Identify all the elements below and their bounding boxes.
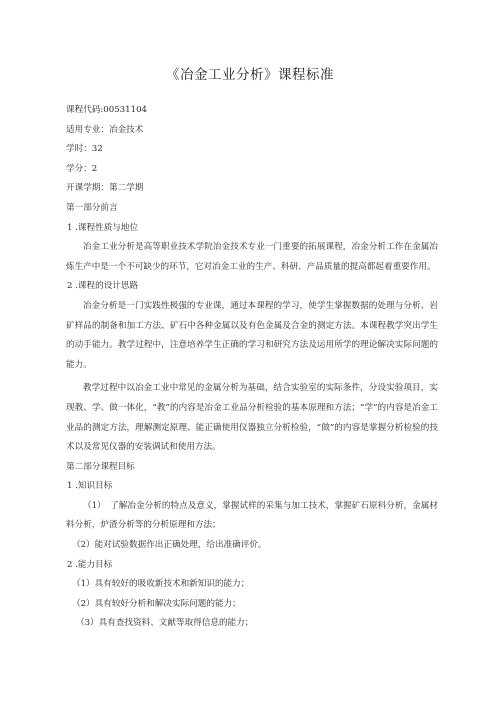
section-nature-heading: 1 .课程性质与地位	[67, 222, 139, 233]
section-design-heading: 2 .课程的设计思路	[67, 281, 139, 292]
section-nature-paragraph: 冶金工业分析是高等职业技术学院冶金技术专业一门重要的拓展课程，冶金分析工作在金属冶炼生产中是一个不可缺少的环节，它对冶金工业的生产、科研、产品质量的提高都起着重要作用。	[66, 242, 438, 272]
part2-heading: 第二部分课程目标	[66, 461, 135, 472]
ability-goal-2: （2）具有较好分析和解决实际问题的能力；	[72, 598, 241, 609]
meta-major: 适用专业：冶金技术	[66, 124, 144, 135]
document-body	[66, 101, 438, 634]
knowledge-goal-2: （2）能对试验数据作出正确处理，给出准确评价。	[72, 540, 267, 551]
ability-goals-heading: 2 .能力目标	[67, 559, 113, 570]
meta-hours: 学时：32	[66, 144, 103, 155]
section-design-paragraph-2: 教学过程中以冶金工业中常见的金属分析为基础，结合实验室的实际条件，分设实验项目，实现教、学、做一体化，“教”的内容是冶金工业品分析检验的基本原理和方法；“学”的内容是冶金工业品的测定方法，理解测定原理、能正确使用仪器独立分析检验，“做”的内容是掌握分析检验的技术以及常见仪器的安装调试和使用方法。	[66, 383, 438, 453]
meta-credits: 学分：2	[66, 163, 98, 174]
part1-heading: 第一部分前言	[66, 202, 118, 213]
document-title: 《冶金工业分析》课程标准	[166, 67, 334, 83]
section-design-paragraph-1: 冶金分析是一门实践性极强的专业课，通过本课程的学习，使学生掌握数据的处理与分析、岩矿样品的制备和加工方法、矿石中各种金属以及有色金属及合金的测定方法。本课程教学突出学生的动手能力。教学过程中，注意培养学生正确的学习和研究方法及运用所学的理论解决实际问题的能力。	[66, 300, 438, 370]
meta-course-code: 课程代码:00531104	[66, 105, 148, 115]
ability-goal-1: （1）具有较好的吸收新技术和新知识的能力；	[72, 579, 250, 590]
ability-goal-3: （3）具有查找资料、文献等取得信息的能力；	[76, 618, 254, 629]
knowledge-goals-heading: 1 .知识目标	[67, 481, 113, 492]
knowledge-goal-1: （1） 了解冶金分析的特点及意义，掌握试样的采集与加工技术，掌握矿石原料分析，金属材料分析，炉渣分析等的分析原理和方法；	[66, 500, 438, 531]
meta-semester: 开课学期：第二学期	[66, 183, 144, 194]
